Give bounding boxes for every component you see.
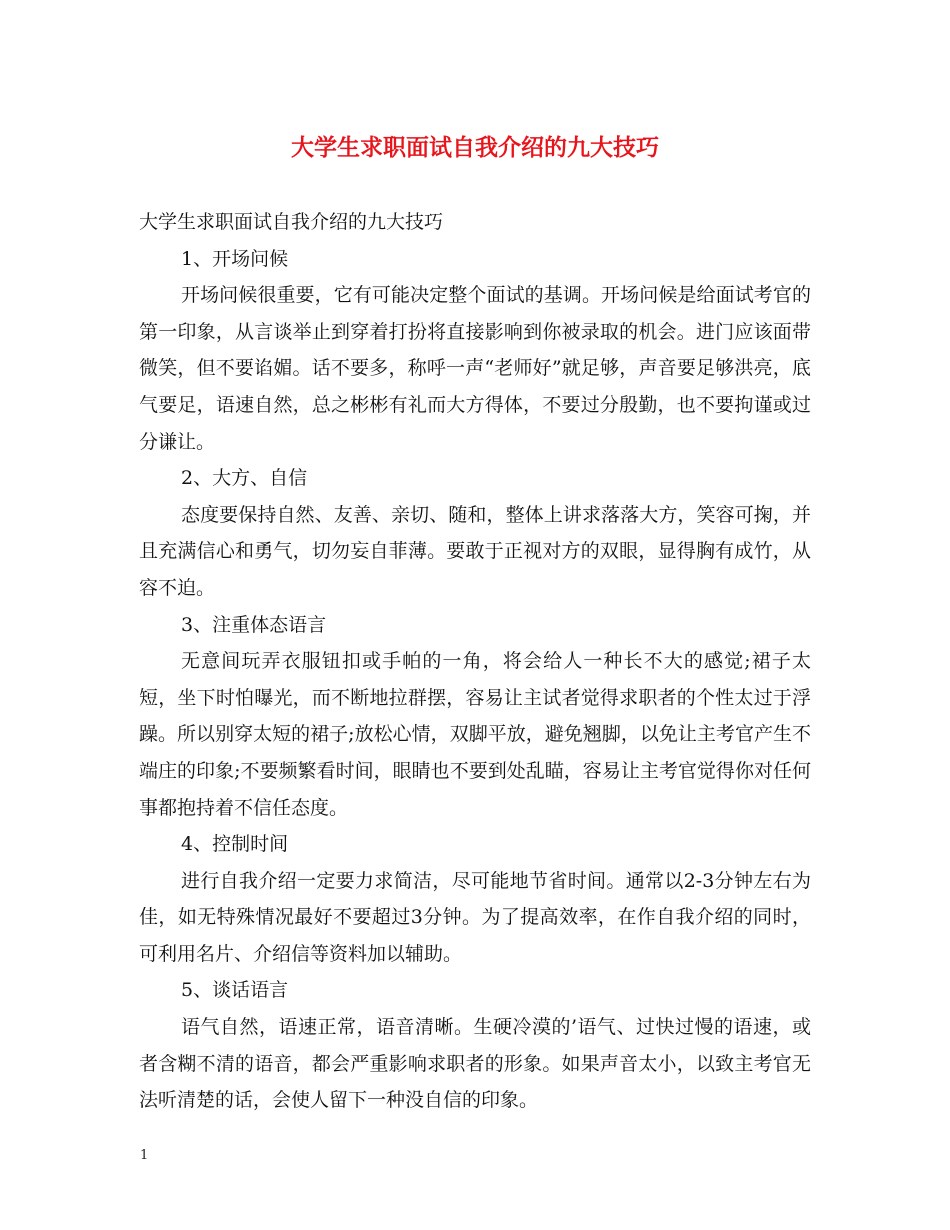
lead-line: 大学生求职面试自我介绍的九大技巧	[139, 211, 444, 233]
section-paragraph-1: 开场问候很重要，它有可能决定整个面试的基调。开场问候是给面试考官的第一印象，从言谈举止到穿着打扮将直接影响到你被录取的机会。进门应该面带微笑，但不要谄媚。话不要多，称呼一声“老师好”就足够，声音要足够洪亮，底气要足，语速自然，总之彬彬有礼而大方得体，不要过分殷勤，也不要拘谨或过分谦让。	[139, 284, 811, 453]
section-paragraph-4: 进行自我介绍一定要力求简洁，尽可能地节省时间。通常以2-3分钟左右为佳，如无特殊情况最好不要超过3分钟。为了提高效率，在作自我介绍的同时，可利用名片、介绍信等资料加以辅助。	[139, 869, 811, 965]
page-number: 1	[140, 1148, 149, 1163]
section-heading-1: 1、开场问候	[181, 247, 289, 270]
section-paragraph-2: 态度要保持自然、友善、亲切、随和，整体上讲求落落大方，笑容可掬，并且充满信心和勇气，切勿妄自菲薄。要敢于正视对方的双眼，显得胸有成竹，从容不迫。	[139, 503, 811, 599]
section-heading-3: 3、注重体态语言	[181, 613, 327, 636]
document-body	[139, 204, 811, 1119]
section-heading-4: 4、控制时间	[181, 833, 289, 856]
section-heading-5: 5、谈话语言	[181, 979, 289, 1002]
section-paragraph-5: 语气自然，语速正常，语音清晰。生硬冷漠的’语气、过快过慢的语速，或者含糊不清的语音，都会严重影响求职者的形象。如果声音太小，以致主考官无法听清楚的话，会使人留下一种没自信的印象。	[139, 1016, 811, 1112]
section-paragraph-3: 无意间玩弄衣服钮扣或手帕的一角，将会给人一种长不大的感觉;裙子太短，坐下时怕曝光，而不断地拉群摆，容易让主试者觉得求职者的个性太过于浮躁。所以别穿太短的裙子;放松心情，双脚平放，避免翘脚，以免让主考官产生不端庄的印象;不要频繁看时间，眼睛也不要到处乱瞄，容易让主考官觉得你对任何事都抱持着不信任态度。	[139, 650, 811, 819]
section-heading-2: 2、大方、自信	[181, 467, 308, 490]
document-title: 大学生求职面试自我介绍的九大技巧	[291, 134, 659, 161]
